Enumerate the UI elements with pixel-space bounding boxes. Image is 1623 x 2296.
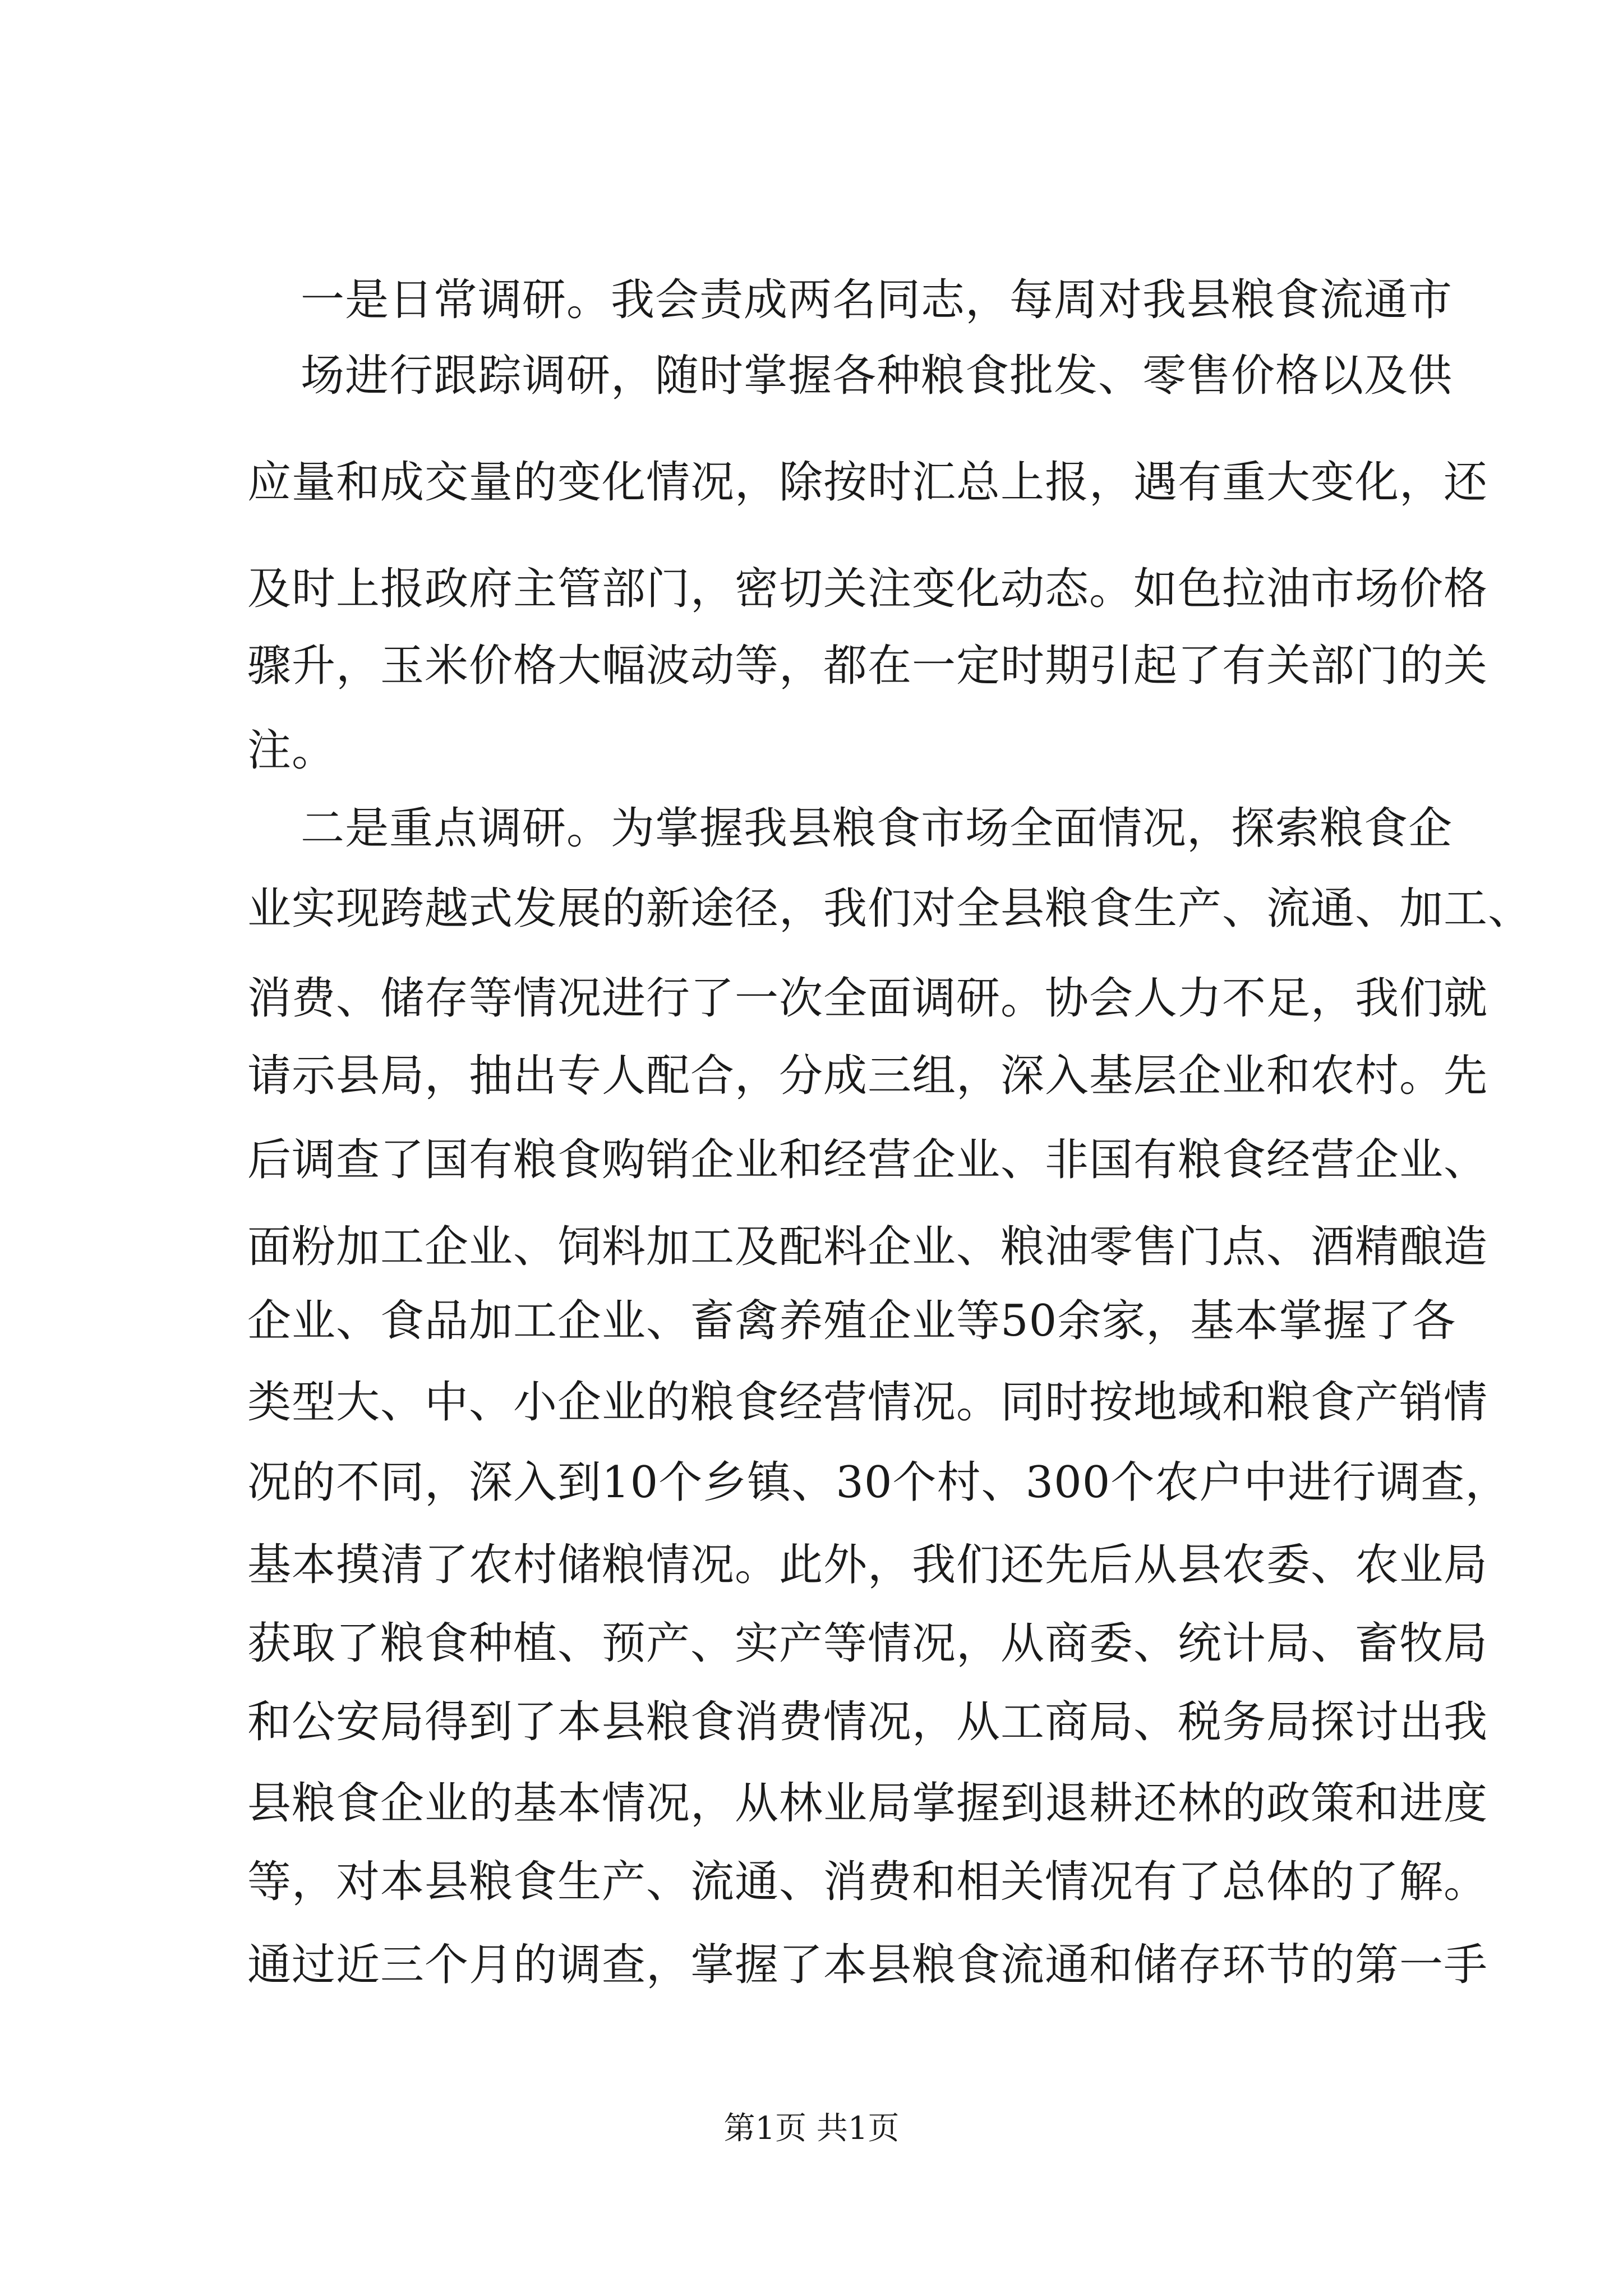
- paragraph-2-line-1: 二是重点调研。为掌握我县粮食市场全面情况，探索粮食企: [301, 803, 1453, 854]
- paragraph-1-line-6: 注。: [247, 725, 336, 776]
- paragraph-2-line-7: 企业、食品加工企业、畜禽养殖企业等50余家，基本掌握了各: [247, 1296, 1456, 1346]
- paragraph-2-line-9: 况的不同，深入到10个乡镇、30个村、300个农户中进行调查，: [247, 1457, 1510, 1508]
- paragraph-2-line-13: 县粮食企业的基本情况，从林业局掌握到退耕还林的政策和进度: [247, 1778, 1488, 1829]
- paragraph-1-line-2: 场进行跟踪调研，随时掌握各种粮食批发、零售价格以及供: [301, 351, 1453, 401]
- page-footer: 第1页 共1页: [723, 2110, 900, 2147]
- paragraph-1-line-4: 及时上报政府主管部门，密切关注变化动态。如色拉油市场价格: [247, 564, 1488, 614]
- paragraph-1-line-1: 一是日常调研。我会责成两名同志，每周对我县粮食流通市: [301, 275, 1453, 325]
- paragraph-2-line-3: 消费、储存等情况进行了一次全面调研。协会人力不足，我们就: [247, 973, 1488, 1024]
- paragraph-2-line-11: 获取了粮食种植、预产、实产等情况，从商委、统计局、畜牧局: [247, 1618, 1488, 1669]
- paragraph-2-line-4: 请示县局，抽出专人配合，分成三组，深入基层企业和农村。先: [247, 1051, 1488, 1101]
- paragraph-2-line-14: 等，对本县粮食生产、流通、消费和相关情况有了总体的了解。: [247, 1857, 1488, 1907]
- paragraph-2-line-8: 类型大、中、小企业的粮食经营情况。同时按地域和粮食产销情: [247, 1377, 1488, 1428]
- paragraph-2-line-6: 面粉加工企业、饲料加工及配料企业、粮油零售门点、酒精酿造: [247, 1222, 1488, 1272]
- paragraph-1-line-3: 应量和成交量的变化情况，除按时汇总上报，遇有重大变化，还: [247, 457, 1488, 508]
- paragraph-2-line-12: 和公安局得到了本县粮食消费情况，从工商局、税务局探讨出我: [247, 1697, 1488, 1747]
- paragraph-2-line-2: 业实现跨越式发展的新途径，我们对全县粮食生产、流通、加工、: [247, 884, 1533, 934]
- paragraph-2-line-10: 基本摸清了农村储粮情况。此外，我们还先后从县农委、农业局: [247, 1540, 1488, 1590]
- paragraph-2-line-15: 通过近三个月的调查，掌握了本县粮食流通和储存环节的第一手: [247, 1940, 1488, 1990]
- paragraph-1-line-5: 骤升，玉米价格大幅波动等，都在一定时期引起了有关部门的关: [247, 641, 1488, 691]
- paragraph-2-line-5: 后调查了国有粮食购销企业和经营企业、非国有粮食经营企业、: [247, 1135, 1488, 1185]
